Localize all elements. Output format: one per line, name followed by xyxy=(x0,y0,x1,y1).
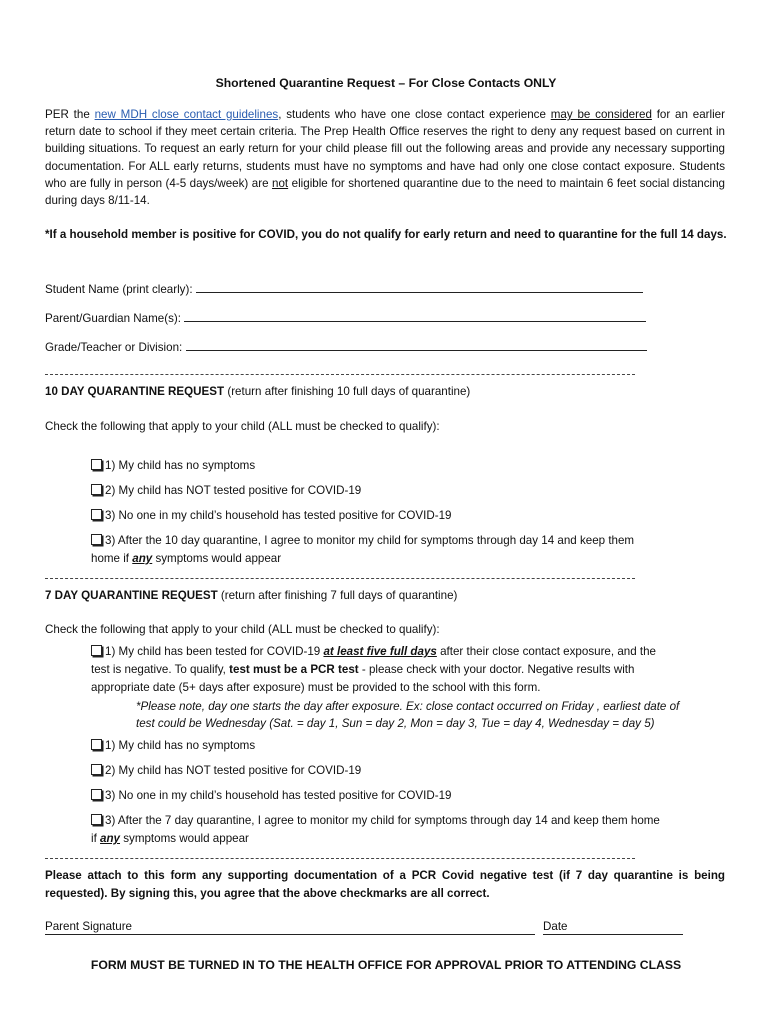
any-emphasis: any xyxy=(132,552,153,565)
divider xyxy=(45,374,635,375)
check-label: 3) After the 7 day quarantine, I agree to monitor my child for symptoms through day 14 and keep them home xyxy=(105,814,660,827)
check-label: 1) My child has no symptoms xyxy=(105,459,256,472)
test-text-1: 1) My child has been tested for COVID-19 xyxy=(105,645,324,658)
ten-day-check-3[interactable] xyxy=(91,509,452,522)
intro-prefix: PER the xyxy=(45,108,95,121)
grade-label: Grade/Teacher or Division: xyxy=(45,341,183,354)
test-text-2a: test is negative. To qualify, xyxy=(91,663,230,676)
check-label: 2) My child has NOT tested positive for COVID-19 xyxy=(105,484,362,497)
seven-day-check-1[interactable] xyxy=(91,739,255,752)
intro-paragraph xyxy=(45,106,725,209)
checkbox-icon[interactable] xyxy=(91,484,102,495)
form-page xyxy=(45,0,727,1024)
parent-name-field[interactable] xyxy=(45,310,646,325)
check-label: 3) After the 10 day quarantine, I agree to monitor my child for symptoms through day 14 and keep them xyxy=(105,534,635,547)
mdh-guidelines-link[interactable]: new MDH close contact guidelines xyxy=(94,108,279,121)
exposure-note xyxy=(136,698,736,732)
seven-day-heading xyxy=(45,589,457,602)
signature-line[interactable] xyxy=(45,920,535,935)
seven-day-test-check[interactable] xyxy=(91,643,731,697)
checkbox-icon[interactable] xyxy=(91,534,102,545)
check-label: 3) No one in my child’s household has tested positive for COVID-19 xyxy=(105,509,452,522)
divider xyxy=(45,578,635,579)
ten-day-note: (return after finishing 10 full days of quarantine) xyxy=(224,385,471,398)
pcr-emphasis: test must be a PCR test xyxy=(229,663,359,676)
intro-underline-not: not xyxy=(272,176,289,190)
checkbox-icon[interactable] xyxy=(91,739,102,750)
ten-day-check-4[interactable] xyxy=(91,532,727,568)
checkbox-icon[interactable] xyxy=(91,814,102,825)
intro-part2: for an earlier return date to school if they meet certain criteria. The Prep Health Office reserves the right to deny any request based on current in building situations. To request an early return for your child please fill out the following areas and provide any necessary supporting documentation. For ALL early returns, students must have no symptoms and have had only one close contact exposure. Students who are fully in person (4-5 days/week) are xyxy=(45,108,725,190)
intro-part1: , students who have one close contact experience xyxy=(278,108,551,121)
ten-day-check-1[interactable] xyxy=(91,459,255,472)
grade-field[interactable] xyxy=(45,339,647,354)
seven-day-check-3[interactable] xyxy=(91,789,452,802)
checkbox-icon[interactable] xyxy=(91,789,102,800)
student-name-label: Student Name (print clearly): xyxy=(45,283,193,296)
ten-day-check-2[interactable] xyxy=(91,484,361,497)
date-label: Date xyxy=(543,920,568,933)
ten-day-heading xyxy=(45,385,470,398)
seven-day-check-2[interactable] xyxy=(91,764,361,777)
household-note: *If a household member is positive for COVID, you do not qualify for early return and need to quarantine for the full 14 days. xyxy=(45,228,727,241)
check-label: 3) No one in my child’s household has tested positive for COVID-19 xyxy=(105,789,452,802)
check-label-cont: if xyxy=(91,832,101,845)
intro-part3: eligible for shortened quarantine due to the need to maintain 6 feet social distancing during days 8/11-14. xyxy=(45,176,725,208)
note-line-2: test could be Wednesday (Sat. = day 1, Sun = day 2, Mon = day 3, Tue = day 4, Wednesday = day 5) xyxy=(136,717,655,730)
any-emphasis: any xyxy=(100,832,121,845)
checkbox-icon[interactable] xyxy=(91,764,102,775)
date-line[interactable] xyxy=(543,920,683,935)
check-label: 1) My child has no symptoms xyxy=(105,739,256,752)
divider xyxy=(45,858,635,859)
check-label-cont: home if xyxy=(91,552,133,565)
check-label-end: symptoms would appear xyxy=(120,832,249,845)
five-days-emphasis: at least five full days xyxy=(323,645,437,658)
ten-day-title: 10 DAY QUARANTINE REQUEST xyxy=(45,385,225,398)
form-footer: FORM MUST BE TURNED IN TO THE HEALTH OFFICE FOR APPROVAL PRIOR TO ATTENDING CLASS xyxy=(90,958,682,972)
test-text-2c: - please check with your doctor. Negative results with xyxy=(358,663,635,676)
attach-note: Please attach to this form any supporting documentation of a PCR Covid negative test (if 7 day quarantine is being requested). By signing this, you agree that the above checkmarks are all correct. xyxy=(45,869,725,900)
seven-day-check-4[interactable] xyxy=(91,812,731,848)
student-name-field[interactable] xyxy=(45,281,643,296)
intro-underline-considered: may be considered xyxy=(550,108,652,121)
checkbox-icon[interactable] xyxy=(91,459,102,470)
grade-line[interactable] xyxy=(186,339,647,351)
checkbox-icon[interactable] xyxy=(91,645,102,656)
form-title: Shortened Quarantine Request – For Close Contacts ONLY xyxy=(215,76,557,90)
student-name-line[interactable] xyxy=(196,281,643,293)
parent-name-line[interactable] xyxy=(184,310,646,322)
signature-label: Parent Signature xyxy=(45,920,133,933)
test-text-1b: after their close contact exposure, and the xyxy=(436,645,656,658)
seven-day-instruction: Check the following that apply to your child (ALL must be checked to qualify): xyxy=(45,623,440,636)
checkbox-icon[interactable] xyxy=(91,509,102,520)
note-line-1: *Please note, day one starts the day after exposure. Ex: close contact occurred on Friday , earliest date of xyxy=(136,700,680,713)
check-label-end: symptoms would appear xyxy=(152,552,282,565)
ten-day-instruction: Check the following that apply to your child (ALL must be checked to qualify): xyxy=(45,420,440,433)
test-text-3: appropriate date (5+ days after exposure) must be provided to the school with this form. xyxy=(91,681,541,694)
check-label: 2) My child has NOT tested positive for COVID-19 xyxy=(105,764,362,777)
seven-day-note: (return after finishing 7 full days of quarantine) xyxy=(217,589,458,602)
parent-name-label: Parent/Guardian Name(s): xyxy=(45,312,181,325)
seven-day-title: 7 DAY QUARANTINE REQUEST xyxy=(45,589,218,602)
